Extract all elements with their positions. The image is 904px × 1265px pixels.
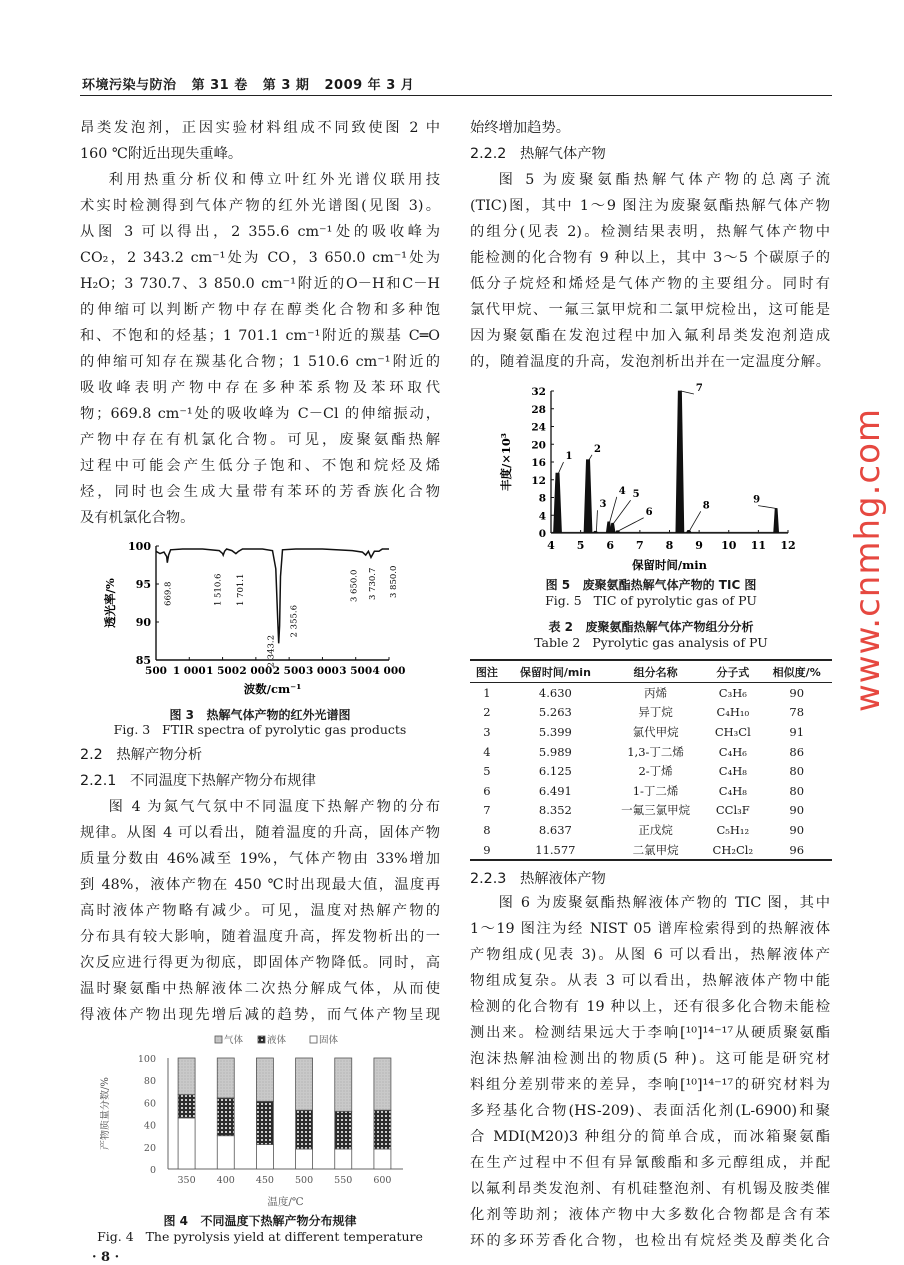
table-cell: 3: [483, 724, 491, 739]
y-tick-label: 32: [531, 386, 546, 398]
x-tick-label: 1 000: [172, 665, 206, 677]
peak: [615, 531, 620, 533]
text-line: 测出来。检测结果远大于李响[¹⁰]¹⁴⁻¹⁷从硬质聚氨酯: [470, 1025, 830, 1041]
text-line: 及有机氯化合物。: [80, 510, 195, 526]
table-cell: 8: [483, 822, 491, 837]
bar-segment-solid: [296, 1149, 313, 1169]
table-cell: 90: [789, 685, 805, 700]
text-line: 质量分数由 46%减至 19%，气体产物由 33%增加: [80, 851, 440, 867]
left-text-block-1: [80, 115, 440, 531]
paragraph: [80, 167, 440, 531]
table-row: [470, 820, 832, 840]
table-cell: 5.989: [538, 744, 572, 759]
table-cell: 丙烯: [644, 685, 668, 700]
table-cell: 异丁烷: [638, 705, 673, 720]
bar-segment-gas: [217, 1058, 234, 1098]
text-line: 分布具有较大影响，随着温度升高，挥发物析出的一: [80, 929, 440, 945]
figure-4-caption-en: Fig. 4 The pyrolysis yield at different temperature: [97, 1229, 423, 1244]
peak-label: 3 730.7: [368, 567, 379, 601]
peak: [686, 530, 691, 533]
x-tick-label: 4: [547, 539, 555, 552]
x-tick-label: 350: [177, 1175, 196, 1186]
text-line: 的伸缩可以判断产物中存在醇类化合物和多种饱: [80, 302, 440, 318]
peak-leader-line: [614, 500, 631, 523]
bar-segment-gas: [374, 1058, 391, 1110]
peak-leader-line: [559, 462, 564, 473]
peak-label: 1: [565, 451, 573, 463]
right-text-block-2: [470, 890, 830, 1254]
table-cell: 90: [789, 822, 805, 837]
text-line: 到 48%，液体产物在 450 ℃时出现最大值，温度再: [80, 877, 440, 893]
text-line: 物；669.8 cm⁻¹处的吸收峰为 C－Cl 的伸缩振动，: [80, 406, 440, 422]
table-cell: 78: [789, 705, 805, 720]
text-line: 产物中存在有机氯化合物。可见，废聚氨酯热解: [80, 432, 440, 448]
section-heading-2-2: 2.2 热解产物分析: [80, 747, 203, 763]
peak-leader-line: [681, 391, 694, 394]
text-line: 图 6 为废聚氨酯热解液体产物的 TIC 图，其中: [498, 895, 830, 911]
y-tick-label: 85: [135, 654, 151, 667]
peak-leader-line: [589, 455, 592, 460]
peak-label: 7: [695, 383, 703, 394]
x-tick-label: 7: [636, 539, 644, 552]
text-line: (TIC)图，其中 1～9 图注为废聚氨酯热解气体产物: [470, 198, 830, 214]
table-cell: CH₂Cl₂: [704, 840, 761, 861]
legend-label: 气体: [224, 1035, 244, 1046]
table-cell: 氯代甲烷: [632, 724, 679, 739]
text-line: 的组分(见表 2)。检测结果表明，热解气体产物中: [470, 224, 830, 240]
x-tick-label: 2 500: [272, 665, 306, 677]
bar-segment-solid: [178, 1118, 195, 1169]
x-axis-label: 波数/cm⁻¹: [243, 682, 302, 696]
table-cell: 正戊烷: [638, 822, 673, 837]
table-cell: 6.491: [538, 783, 572, 798]
x-tick-label: 11: [750, 539, 767, 552]
table-cell: 80: [789, 783, 805, 798]
x-tick-label: 550: [334, 1175, 353, 1186]
table-cell: 2: [483, 705, 491, 720]
x-tick-label: 500: [295, 1175, 314, 1186]
peak-label: 2 343.2: [266, 635, 277, 668]
x-tick-label: 450: [255, 1175, 274, 1186]
table-header-cell: 分子式: [704, 660, 761, 683]
figure-5-caption-cn: 图 5 废聚氨酯热解气体产物的 TIC 图: [545, 578, 757, 592]
table-row: [470, 683, 832, 703]
paragraph: [80, 794, 440, 1028]
right-text-block-1: [470, 115, 830, 375]
bar-segment-gas: [178, 1058, 195, 1095]
table-cell: 9: [470, 840, 504, 861]
y-tick-label: 80: [143, 1076, 156, 1088]
legend-swatch: [215, 1036, 222, 1043]
table-row: [470, 781, 832, 801]
table-cell: 91: [789, 724, 805, 739]
text-line: 检测的化合物有 19 种以上，还有很多化合物未能检: [470, 999, 830, 1015]
table-cell: 90: [789, 803, 805, 818]
table-cell: 6: [483, 783, 491, 798]
table-row: [470, 742, 832, 762]
text-line: 始终增加趋势。: [470, 120, 571, 136]
table-2-caption-cn: 表 2 废聚氨酯热解气体产物组分分析: [548, 620, 754, 634]
text-line: 1～19 图注为经 NIST 05 谱库检索得到的热解液体: [470, 921, 830, 937]
y-tick-label: 95: [135, 578, 151, 591]
table-row: [470, 761, 832, 781]
figure-4-bar-chart: [100, 1030, 430, 1215]
x-tick-label: 600: [373, 1175, 392, 1186]
bar-segment-solid: [256, 1145, 273, 1169]
y-tick-label: 20: [531, 439, 546, 452]
peak-label: 2: [594, 443, 601, 455]
y-tick-label: 90: [135, 616, 151, 629]
table-row: [470, 703, 832, 723]
text-line: 规律。从图 4 可以看出，随着温度的升高，固体产物: [80, 825, 440, 841]
text-line: 图 5 为废聚氨酯热解气体产物的总离子流: [498, 172, 830, 188]
table-cell: CCl₃F: [715, 803, 750, 818]
text-line: 以氟利昂类发泡剂、有机硅整泡剂、有机锡及胺类催: [470, 1181, 830, 1197]
text-line: 过程中可能会产生低分子饱和、不饱和烷烃及烯: [80, 458, 440, 474]
paragraph: [470, 167, 830, 375]
table-cell: C₄H₆: [718, 744, 747, 759]
text-line: 因为聚氨酯在发泡过程中加入氟利昂类发泡剂造成: [470, 328, 830, 344]
peak-leader-line: [690, 511, 701, 530]
table-header-cell: 组分名称: [607, 660, 704, 683]
y-tick-label: 8: [538, 492, 546, 505]
text-line: 吸收峰表明产物中存在多种苯系物及苯环取代: [80, 380, 440, 396]
peak-leader-line: [596, 510, 597, 531]
table-header-cell: 相似度/%: [761, 660, 832, 683]
text-line: 多羟基化合物(HS-209)、表面活化剂(L-6900)和聚: [470, 1103, 830, 1119]
table-cell: 一氟三氯甲烷: [621, 803, 691, 818]
figure-3-caption-en: Fig. 3 FTIR spectra of pyrolytic gas products: [113, 722, 407, 737]
y-tick-label: 100: [137, 1054, 156, 1065]
text-line: 从图 3 可以得出，2 355.6 cm⁻¹处的吸收峰为: [80, 224, 440, 240]
bar-segment-solid: [374, 1149, 391, 1169]
text-line: 氯代甲烷、一氟三氯甲烷和二氯甲烷检出，这可能是: [470, 302, 830, 318]
x-tick-label: 6: [606, 539, 615, 552]
y-tick-label: 24: [531, 421, 546, 434]
text-line: 烃，同时也会生成大量带有苯环的芳香族化合物: [80, 484, 440, 500]
text-line: 和、不饱和的烃基；1 701.1 cm⁻¹附近的羰基 C═O: [80, 328, 440, 344]
bar-segment-liquid: [217, 1098, 234, 1136]
y-tick-label: 12: [531, 474, 546, 487]
bar-segment-liquid: [256, 1101, 273, 1144]
y-tick-label: 100: [128, 540, 151, 553]
page-number: · 8 ·: [92, 1250, 120, 1265]
table-2-caption-en: Table 2 Pyrolytic gas analysis of PU: [534, 635, 768, 650]
peak-label: 4: [618, 485, 626, 497]
text-line: 得液体产物出现先增后减的趋势，而气体产物呈现: [80, 1007, 440, 1023]
table-cell: 7: [483, 803, 491, 818]
table-cell: 5.263: [538, 705, 572, 720]
bar-segment-solid: [335, 1149, 352, 1169]
text-line: 物组成复杂。从表 3 可以看出，热解液体产物中能: [470, 973, 830, 989]
section-heading-2-2-2: 2.2.2 热解气体产物: [470, 146, 606, 162]
x-tick-label: 12: [780, 539, 796, 552]
table-cell: 86: [789, 744, 805, 759]
text-line: 利用热重分析仪和傅立叶红外光谱仪联用技: [108, 172, 440, 188]
x-tick-label: 8: [665, 539, 674, 552]
figure-5-caption-en: Fig. 5 TIC of pyrolytic gas of PU: [545, 593, 757, 608]
text-line: 图 4 为氮气气氛中不同温度下热解产物的分布: [108, 799, 440, 815]
figure-5-tic-chart: [470, 380, 840, 572]
table-header-cell: 图注: [470, 660, 504, 683]
running-header: 环境污染与防治 第 31 卷 第 3 期 2009 年 3 月: [82, 78, 415, 93]
text-line: 温时聚氨酯中热解液体二次热分解成气体，从而使: [80, 981, 440, 997]
y-tick-label: 28: [531, 403, 546, 416]
text-line: 料组分差别带来的差异，李响[¹⁰]¹⁴⁻¹⁷的研究材料为: [470, 1077, 830, 1093]
peak: [610, 523, 615, 533]
table-cell: 5.399: [538, 724, 572, 739]
text-line: 160 ℃附近出现失重峰。: [80, 146, 243, 162]
x-tick-label: 2 000: [239, 665, 273, 677]
text-line: 化剂等助剂；液体产物中大多数化合物都是含有苯: [470, 1207, 830, 1223]
table-cell: C₅H₁₂: [716, 822, 750, 837]
peak-label: 2 355.6: [289, 605, 300, 638]
y-axis-label: 产物质量分数/%: [100, 1077, 111, 1150]
table-cell: 80: [789, 764, 805, 779]
table-cell: 4: [483, 744, 491, 759]
text-line: 的伸缩可知存在羰基化合物；1 510.6 cm⁻¹附近的: [80, 354, 440, 370]
legend-label: 固体: [319, 1035, 339, 1046]
table-cell: C₄H₈: [718, 764, 747, 779]
peak-label: 1 510.6: [213, 573, 224, 607]
bar-segment-solid: [217, 1136, 234, 1169]
x-tick-label: 5: [576, 539, 585, 552]
peak-label: 1 701.1: [235, 573, 246, 607]
x-tick-label: 500: [145, 665, 167, 677]
bar-segment-liquid: [178, 1095, 195, 1118]
watermark: www.cnmhg.com: [848, 407, 888, 713]
figure-3-ftir-chart: [80, 535, 440, 705]
table-cell: CH₃Cl: [714, 724, 751, 739]
bar-segment-liquid: [335, 1111, 352, 1149]
peak: [774, 509, 779, 533]
x-tick-label: 10: [721, 539, 737, 552]
table-cell: C₄H₁₀: [716, 705, 750, 720]
x-tick-label: 3 500: [339, 665, 373, 677]
table-row: [470, 840, 832, 861]
table-cell: 1-丁二烯: [632, 783, 679, 798]
table-cell: 1: [483, 685, 491, 700]
bar-segment-liquid: [374, 1110, 391, 1149]
text-line: 次反应进行得更为彻底，即固体产物降低。同时，高: [80, 955, 440, 971]
text-line: 合 MDI(M20)3 种组分的简单合成，而冰箱聚氨酯: [470, 1129, 830, 1145]
y-tick-label: 0: [538, 528, 546, 540]
paragraph: [470, 890, 830, 1254]
paragraph: [80, 115, 440, 167]
y-axis-label: 丰度/×10³: [499, 433, 513, 491]
figure-3-caption-cn: 图 3 热解气体产物的红外光谱图: [169, 708, 351, 722]
y-tick-label: 0: [149, 1165, 156, 1176]
paragraph: [470, 115, 830, 141]
text-line: 泡沫热解油检测出的物质(5 种)。这可能是研究材: [470, 1051, 830, 1067]
table-cell: 96: [761, 840, 832, 861]
bar-segment-liquid: [296, 1110, 313, 1149]
x-tick-label: 4 000: [372, 665, 406, 677]
table-cell: 11.577: [504, 840, 607, 861]
peak-label: 669.8: [163, 581, 174, 606]
table-cell: C₄H₈: [718, 783, 747, 798]
left-text-block-2: [80, 794, 440, 1028]
y-tick-label: 16: [531, 457, 546, 469]
y-tick-label: 20: [143, 1142, 156, 1154]
peak-label: 3: [599, 499, 607, 511]
peak: [584, 460, 592, 533]
peak-leader-line: [619, 518, 644, 531]
x-tick-label: 3 000: [305, 665, 339, 677]
table-row: [470, 722, 832, 742]
text-line: 术实时检测得到气体产物的红外光谱图(见图 3)。: [80, 198, 440, 214]
peak-label: 5: [632, 489, 640, 501]
section-heading-2-2-1: 2.2.1 不同温度下热解产物分布规律: [80, 773, 316, 789]
text-line: 环的多环芳香化合物，也检出有烷烃类及醇类化合: [470, 1233, 830, 1249]
x-tick-label: 9: [695, 539, 703, 552]
bar-segment-gas: [296, 1058, 313, 1110]
peak: [676, 391, 684, 533]
x-axis-label: 温度/℃: [267, 1196, 304, 1208]
text-line: 昂类发泡剂，正因实验材料组成不同致使图 2 中: [80, 120, 440, 136]
table-cell: 2-丁烯: [638, 764, 673, 779]
bar-segment-gas: [335, 1058, 352, 1111]
y-tick-label: 4: [538, 510, 546, 523]
text-line: H₂O；3 730.7、3 850.0 cm⁻¹附近的O－H和C－H: [80, 276, 440, 292]
y-tick-label: 60: [143, 1098, 156, 1110]
x-axis-label: 保留时间/min: [631, 558, 708, 572]
table-cell: 6.125: [538, 764, 572, 779]
table-cell: 5: [483, 764, 491, 779]
section-heading-2-2-3: 2.2.3 热解液体产物: [470, 871, 606, 887]
table-2-gas-components: [470, 659, 832, 861]
header-rule: [80, 95, 832, 96]
text-line: 在生产过程中不但有异氰酸酯和多元醇组成，并配: [470, 1155, 830, 1171]
bar-segment-gas: [256, 1058, 273, 1101]
peak-label: 9: [753, 494, 761, 506]
peak-leader-line: [610, 497, 617, 522]
legend-swatch: [310, 1036, 317, 1043]
y-axis-label: 透光率/%: [103, 578, 117, 628]
peak: [593, 531, 598, 533]
legend-label: 液体: [267, 1035, 287, 1046]
x-tick-label: 1 500: [206, 665, 240, 677]
figure-4-caption-cn: 图 4 不同温度下热解产物分布规律: [163, 1214, 357, 1228]
peak-label: 3 850.0: [389, 565, 400, 599]
text-line: 高时液体产物略有减少。可见，温度对热解产物的: [80, 903, 440, 919]
table-cell: 二氯甲烷: [607, 840, 704, 861]
peak-label: 8: [702, 500, 710, 512]
peak-leader-line: [758, 506, 777, 509]
text-line: 能检测的化合物有 9 种以上，其中 3～5 个碳原子的: [470, 250, 830, 266]
peak: [554, 473, 562, 533]
table-cell: 8.352: [538, 803, 572, 818]
x-tick-label: 400: [216, 1175, 235, 1186]
text-line: 产物组成(见表 3)。从图 6 可以看出，热解液体产: [470, 947, 830, 963]
y-tick-label: 40: [143, 1120, 156, 1132]
table-cell: 1,3-丁二烯: [627, 744, 684, 759]
table-row: [470, 801, 832, 821]
text-line: 低分子烷烃和烯烃是气体产物的主要组分。同时有: [470, 276, 830, 292]
peak-label: 6: [645, 506, 653, 518]
peak-label: 3 650.0: [349, 569, 360, 603]
table-cell: C₃H₆: [718, 685, 747, 700]
table-cell: 8.637: [538, 822, 572, 837]
table-header-cell: 保留时间/min: [504, 660, 607, 683]
legend-swatch: [258, 1036, 265, 1043]
table-cell: 4.630: [538, 685, 572, 700]
text-line: CO₂，2 343.2 cm⁻¹处为 CO，3 650.0 cm⁻¹处为: [80, 250, 440, 266]
text-line: 的，随着温度的升高，发泡剂析出并在一定温度分解。: [470, 354, 830, 370]
